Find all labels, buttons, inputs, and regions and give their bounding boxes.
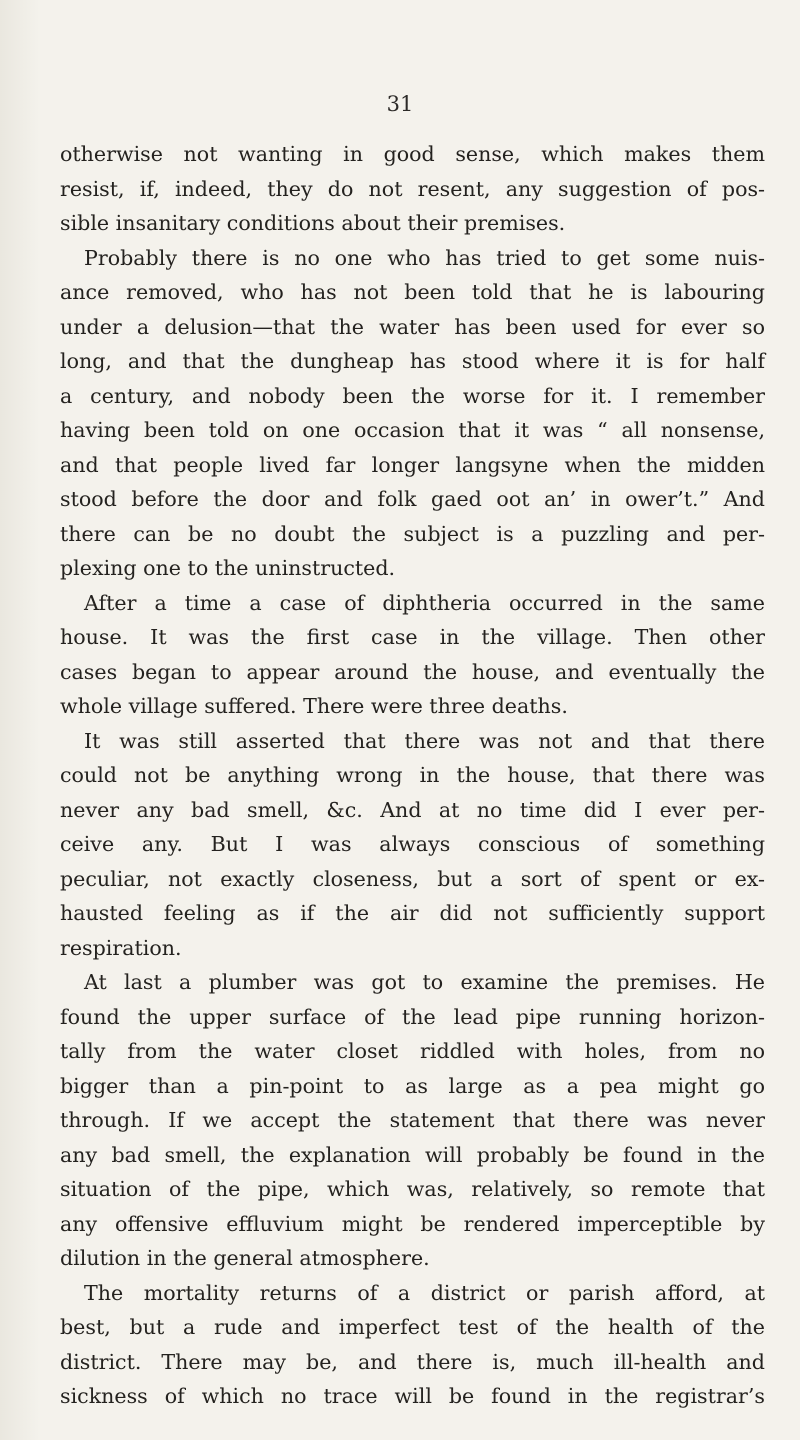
text-line: dilution in the general atmosphere. <box>60 1246 430 1270</box>
text-line: any offensive effluvium might be rendered imperceptible by <box>60 1211 765 1236</box>
text-line: ceive any. But I was always conscious of something <box>60 832 765 856</box>
text-line: found the upper surface of the lead pipe running horizon- <box>60 1004 765 1029</box>
text-line: house. It was the first case in the village. Then other <box>60 625 765 649</box>
text-line: stood before the door and folk gaed oot an’ in ower’t.” And <box>60 487 765 511</box>
text-line: district. There may be, and there is, much ill-health and <box>60 1349 765 1374</box>
text-line: tally from the water closet riddled with holes, from no <box>60 1039 765 1063</box>
text-line: and that people lived far longer langsyne when the midden <box>60 452 765 477</box>
text-line: sickness of which no trace will be found in the registrar’s <box>60 1384 765 1408</box>
text-line: there can be no doubt the subject is a puzzling and per- <box>60 521 765 546</box>
text-line: hausted feeling as if the air did not sufficiently support <box>60 901 765 925</box>
text-line: bigger than a pin-point to as large as a pea might go <box>60 1073 765 1098</box>
text-line: never any bad smell, &c. And at no time did I ever per- <box>60 797 765 822</box>
text-line: under a delusion—that the water has been used for ever so <box>60 314 765 339</box>
text-line: best, but a rude and imperfect test of the health of the <box>60 1315 765 1339</box>
text-line: situation of the pipe, which was, relatively, so remote that <box>60 1177 765 1201</box>
text-line: It was still asserted that there was not and that there <box>84 728 765 753</box>
text-line: cases began to appear around the house, and eventually the <box>60 659 765 684</box>
text-line: After a time a case of diphtheria occurred in the same <box>84 590 765 615</box>
page-number: 31 <box>386 92 414 116</box>
text-line: respiration. <box>60 935 182 960</box>
text-line: Probably there is no one who has tried to get some nuis- <box>84 245 765 270</box>
text-line: otherwise not wanting in good sense, which makes them <box>60 142 765 166</box>
text-line: long, and that the dungheap has stood where it is for half <box>60 349 765 373</box>
text-line: sible insanitary conditions about their premises. <box>60 211 566 235</box>
body-text <box>60 137 765 1414</box>
text-line: ance removed, who has not been told that he is labouring <box>60 280 765 304</box>
text-line: peculiar, not exactly closeness, but a sort of spent or ex- <box>60 866 765 891</box>
text-line: any bad smell, the explanation will probably be found in the <box>60 1142 765 1167</box>
text-line: whole village suffered. There were three deaths. <box>60 694 568 718</box>
text-line: plexing one to the uninstructed. <box>60 556 396 580</box>
text-line: resist, if, indeed, they do not resent, any suggestion of pos- <box>60 176 765 201</box>
text-line: could not be anything wrong in the house, that there was <box>60 763 765 787</box>
text-line: At last a plumber was got to examine the premises. He <box>84 970 765 994</box>
text-line: having been told on one occasion that it was “ all nonsense, <box>60 418 765 442</box>
text-line: through. If we accept the statement that there was never <box>60 1108 765 1132</box>
text-line: a century, and nobody been the worse for it. I remember <box>60 383 765 408</box>
text-line: The mortality returns of a district or parish afford, at <box>84 1280 765 1305</box>
